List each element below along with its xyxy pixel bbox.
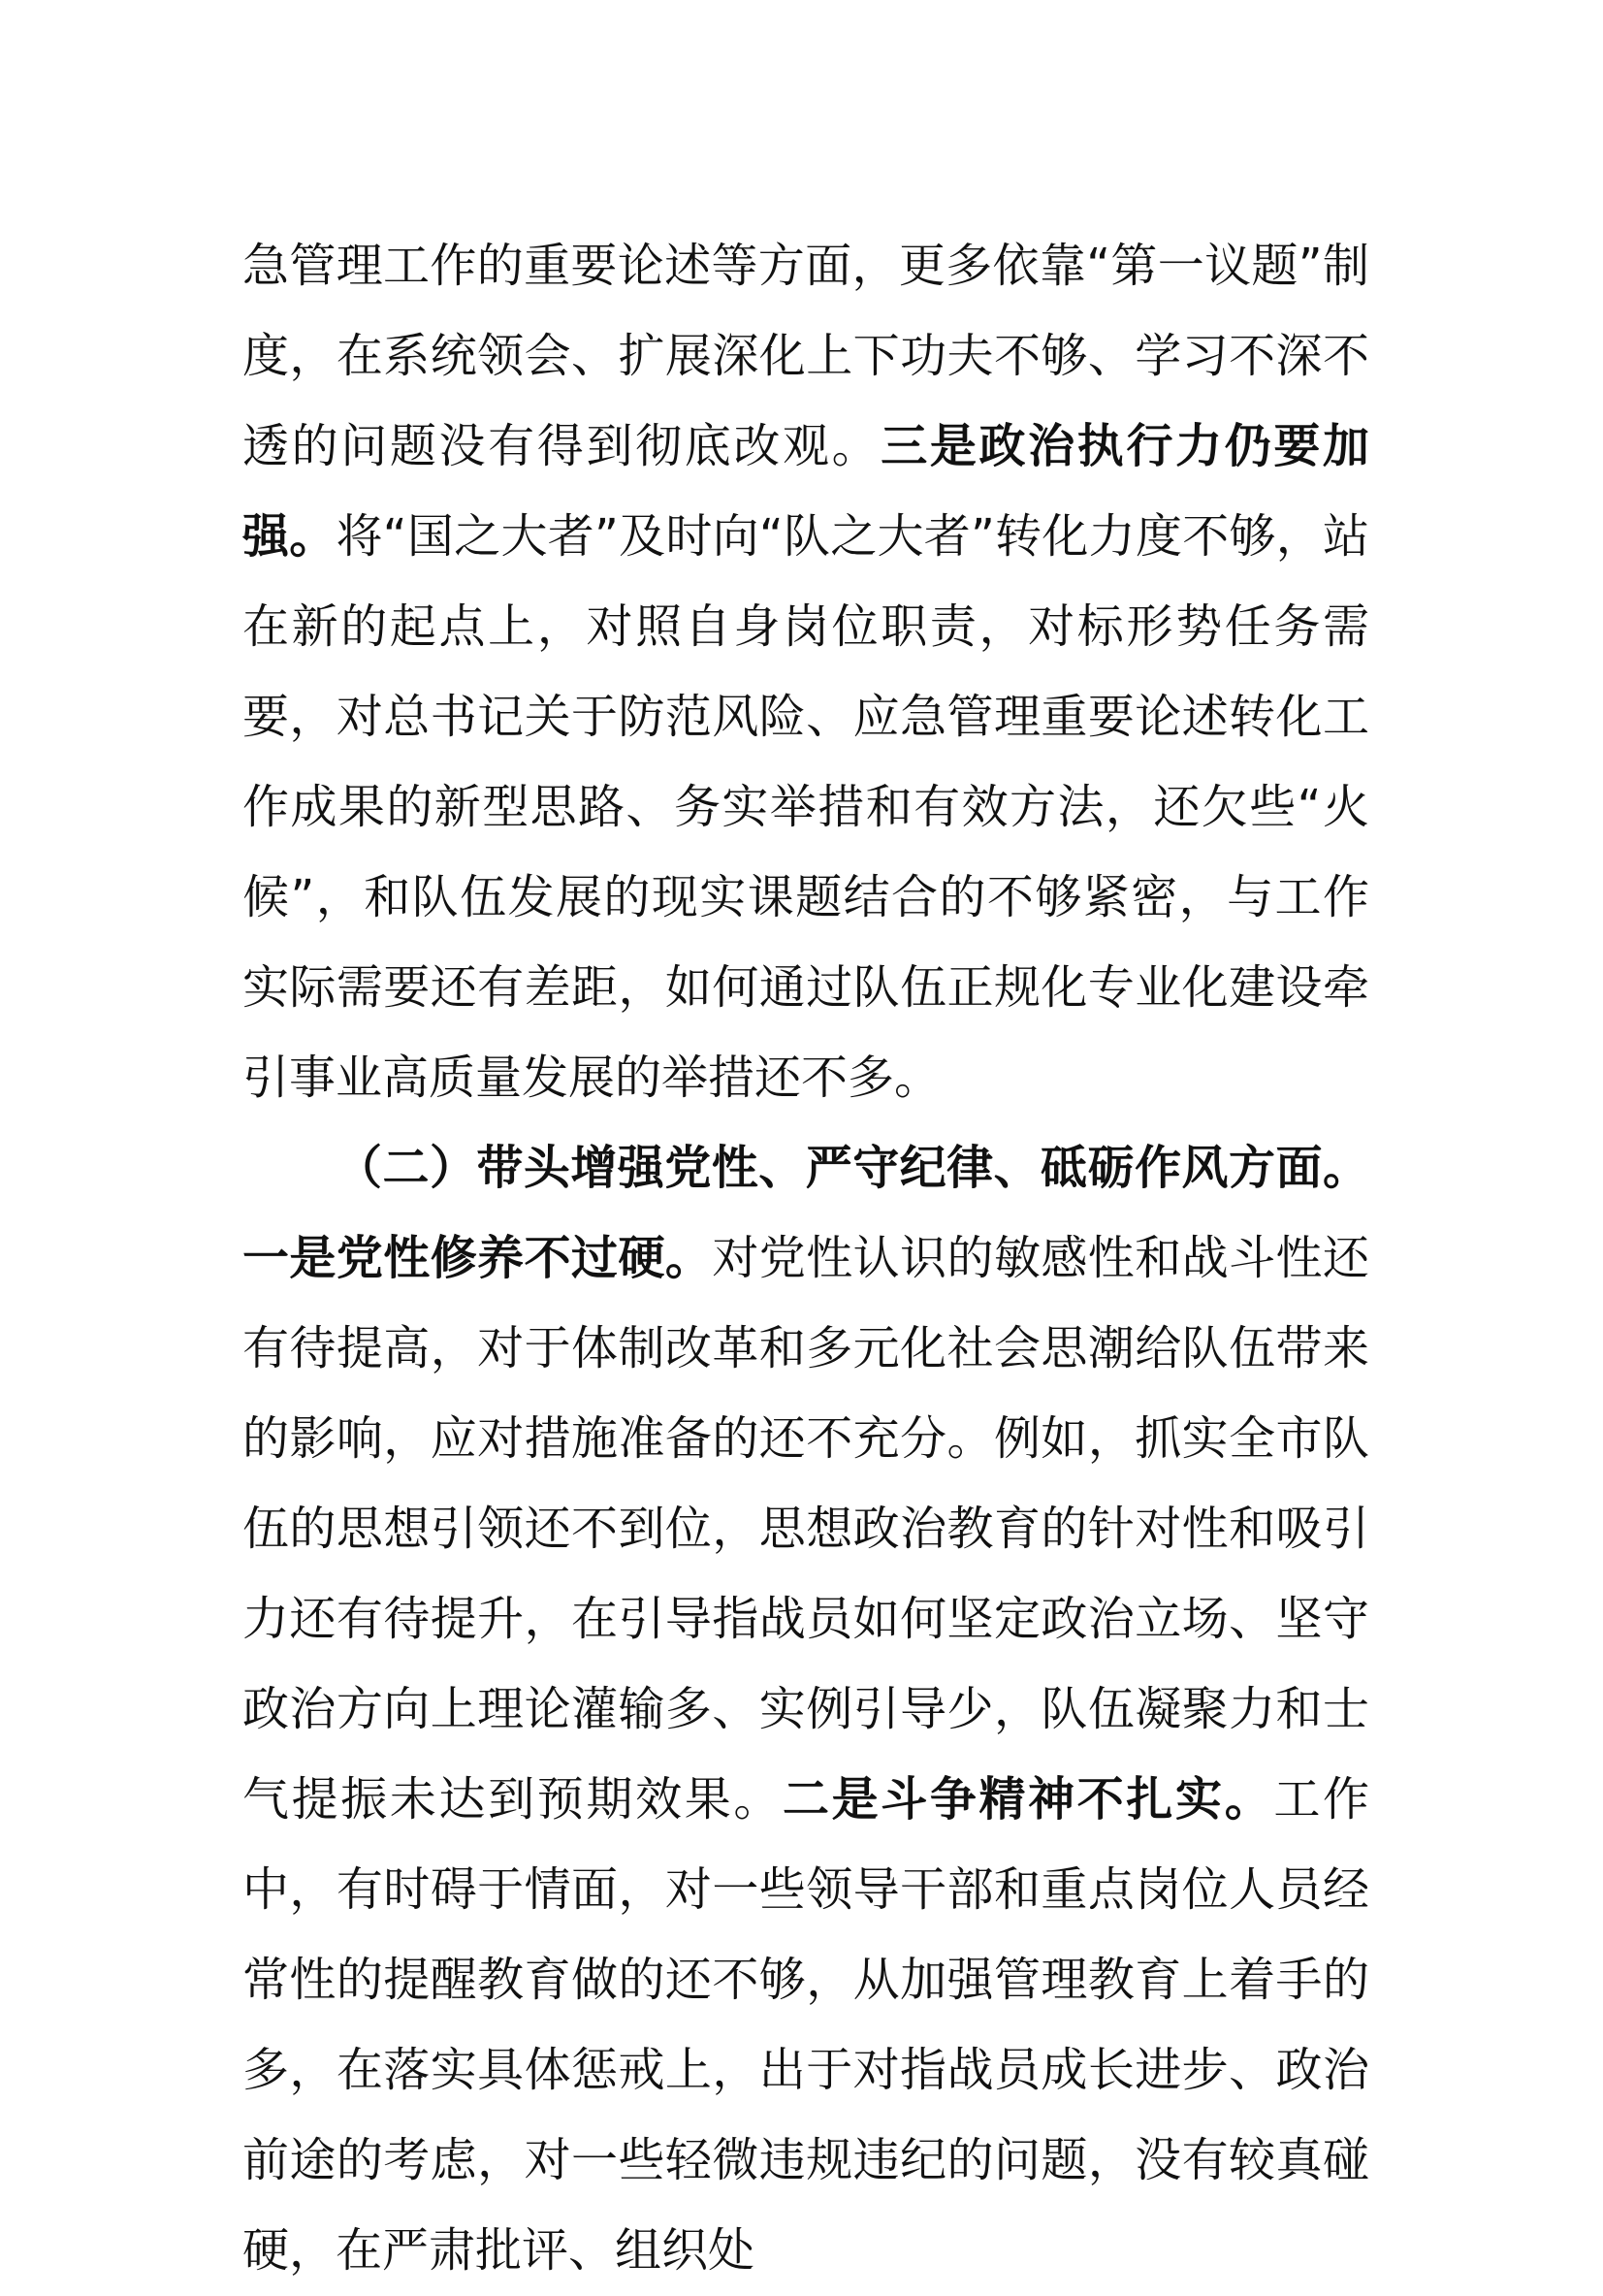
text-run: 将“国之大者”及时向“队之大者”转化力度不够，站在新的起点上，对照自身岗位职责，对标形势任务需要，对总书记关于防范风险、应急管理重要论述转化工作成果的新型思路、务实举措和有效方法，还欠些“火候”，和队伍发展的现实课题结合的不够紧密，与工作实际需要还有差距，如何通过队伍正规化专业化建设牵引事业高质量发展的举措还不多。 [242,509,1369,1105]
paragraph-1 [242,221,1369,1123]
text-run: 对党性认识的敏感性和战斗性还有待提高，对于体制改革和多元化社会思潮给队伍带来的影响，应对措施准备的还不充分。例如，抓实全市队伍的思想引领还不到位，思想政治教育的针对性和吸引力还有待提升，在引导指战员如何坚定政治立场、坚守政治方向上理论灌输多、实例引导少，队伍凝聚力和士气提振未达到预期效果。 [242,1231,1369,1827]
text-run: 急管理工作的重要论述等方面，更多依靠“第一议题”制度，在系统领会、扩展深化上下功夫不够、学习不深不透的问题没有得到彻底改观。 [242,239,1369,473]
bold-heading: 二是斗争精神不扎实。 [782,1772,1274,1827]
paragraph-2 [242,1123,1369,2296]
bold-heading: 三是政治执行力仍要加强。 [242,419,1369,564]
document-body [242,221,1369,2296]
text-run: 工作中，有时碍于情面，对一些领导干部和重点岗位人员经常性的提醒教育做的还不够，从加强管理教育上着手的多，在落实具体惩戒上，出于对指战员成长进步、政治前途的考虑，对一些轻微违规违纪的问题，没有较真碰硬，在严肃批评、组织处 [242,1772,1369,2278]
section-heading: （二）带头增强党性、严守纪律、砥砺作风方面。一是党性修养不过硬。 [242,1141,1369,1285]
